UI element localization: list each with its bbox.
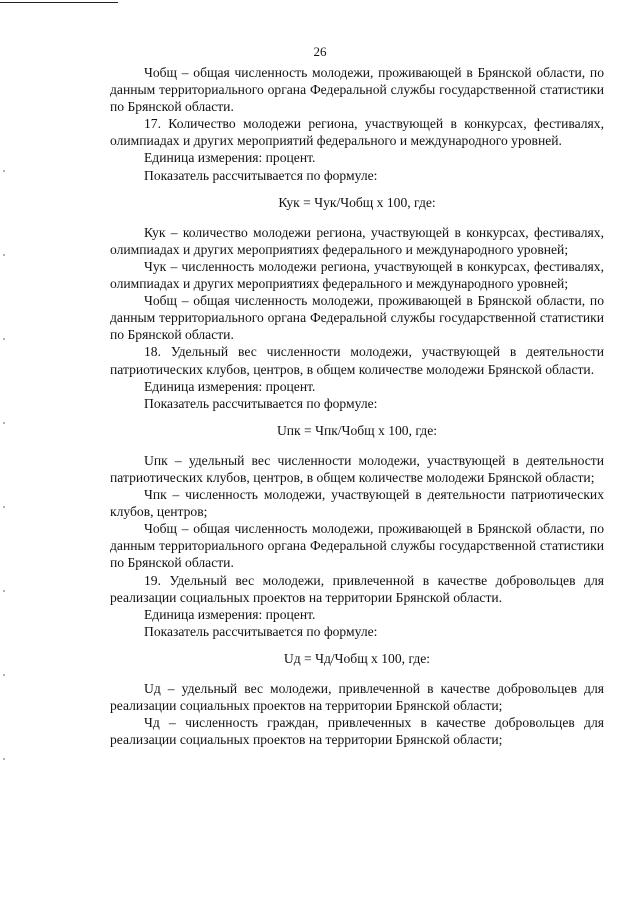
page-number: 26 (313, 44, 327, 59)
formula: Uпк = Чпк/Чобщ х 100, где: (276, 422, 438, 438)
document-body (110, 64, 604, 748)
numbered-item-18: 18. Удельный вес численности молодежи, участвующей в деятельности патриотических клубов, центров, в общем количестве молодежи Брянской области. (110, 344, 604, 377)
numbered-item-17: 17. Количество молодежи региона, участвующей в конкурсах, фестивалях, олимпиадах и других мероприятий федерального и международного уровней. (110, 116, 604, 149)
unit-of-measure: Единица измерения: процент. (144, 606, 316, 622)
formula: Кук = Чук/Чобщ х 100, где: (278, 194, 436, 210)
formula: Uд = Чд/Чобщ х 100, где: (283, 650, 431, 666)
definition: Чук – численность молодежи региона, участвующей в конкурсах, фестивалях, олимпиадах и других мероприятиях федерального и международного уровней; (110, 258, 604, 292)
definition: Чпк – численность молодежи, участвующей в деятельности патриотических клубов, центров; (110, 487, 604, 520)
margin-scan-marks (3, 170, 7, 842)
paragraph: Чобщ – общая численность молодежи, проживающей в Брянской области, по данным территориального органа Федеральной службы государственной статистики по Брянской области. (110, 65, 604, 115)
formula-intro: Показатель рассчитывается по формуле: (144, 167, 378, 183)
definition: Кук – количество молодежи региона, участвующей в конкурсах, фестивалях, олимпиадах и других мероприятиях федерального и международного уровней; (110, 224, 604, 257)
unit-of-measure: Единица измерения: процент. (144, 378, 316, 394)
top-rule-line (0, 2, 118, 3)
definition: Чобщ – общая численность молодежи, проживающей в Брянской области, по данным территориального органа Федеральной службы государственной статистики по Брянской области. (110, 293, 604, 343)
formula-intro: Показатель рассчитывается по формуле: (144, 395, 378, 411)
formula-intro: Показатель рассчитывается по формуле: (144, 623, 378, 639)
unit-of-measure: Единица измерения: процент. (144, 150, 316, 166)
definition: Чд – численность граждан, привлеченных в качестве добровольцев для реализации социальных проектов на территории Брянской области; (110, 715, 604, 748)
definition: Uпк – удельный вес численности молодежи, участвующей в деятельности патриотических клубов, центров, в общем количестве молодежи Брянской области; (110, 452, 604, 485)
numbered-item-19: 19. Удельный вес молодежи, привлеченной в качестве добровольцев для реализации социальных проектов на территории Брянской области. (110, 572, 604, 605)
definition: Uд – удельный вес молодежи, привлеченной в качестве добровольцев для реализации социальных проектов на территории Брянской области; (110, 681, 604, 714)
definition: Чобщ – общая численность молодежи, проживающей в Брянской области, по данным территориального органа Федеральной службы государственной статистики по Брянской области. (110, 521, 604, 571)
